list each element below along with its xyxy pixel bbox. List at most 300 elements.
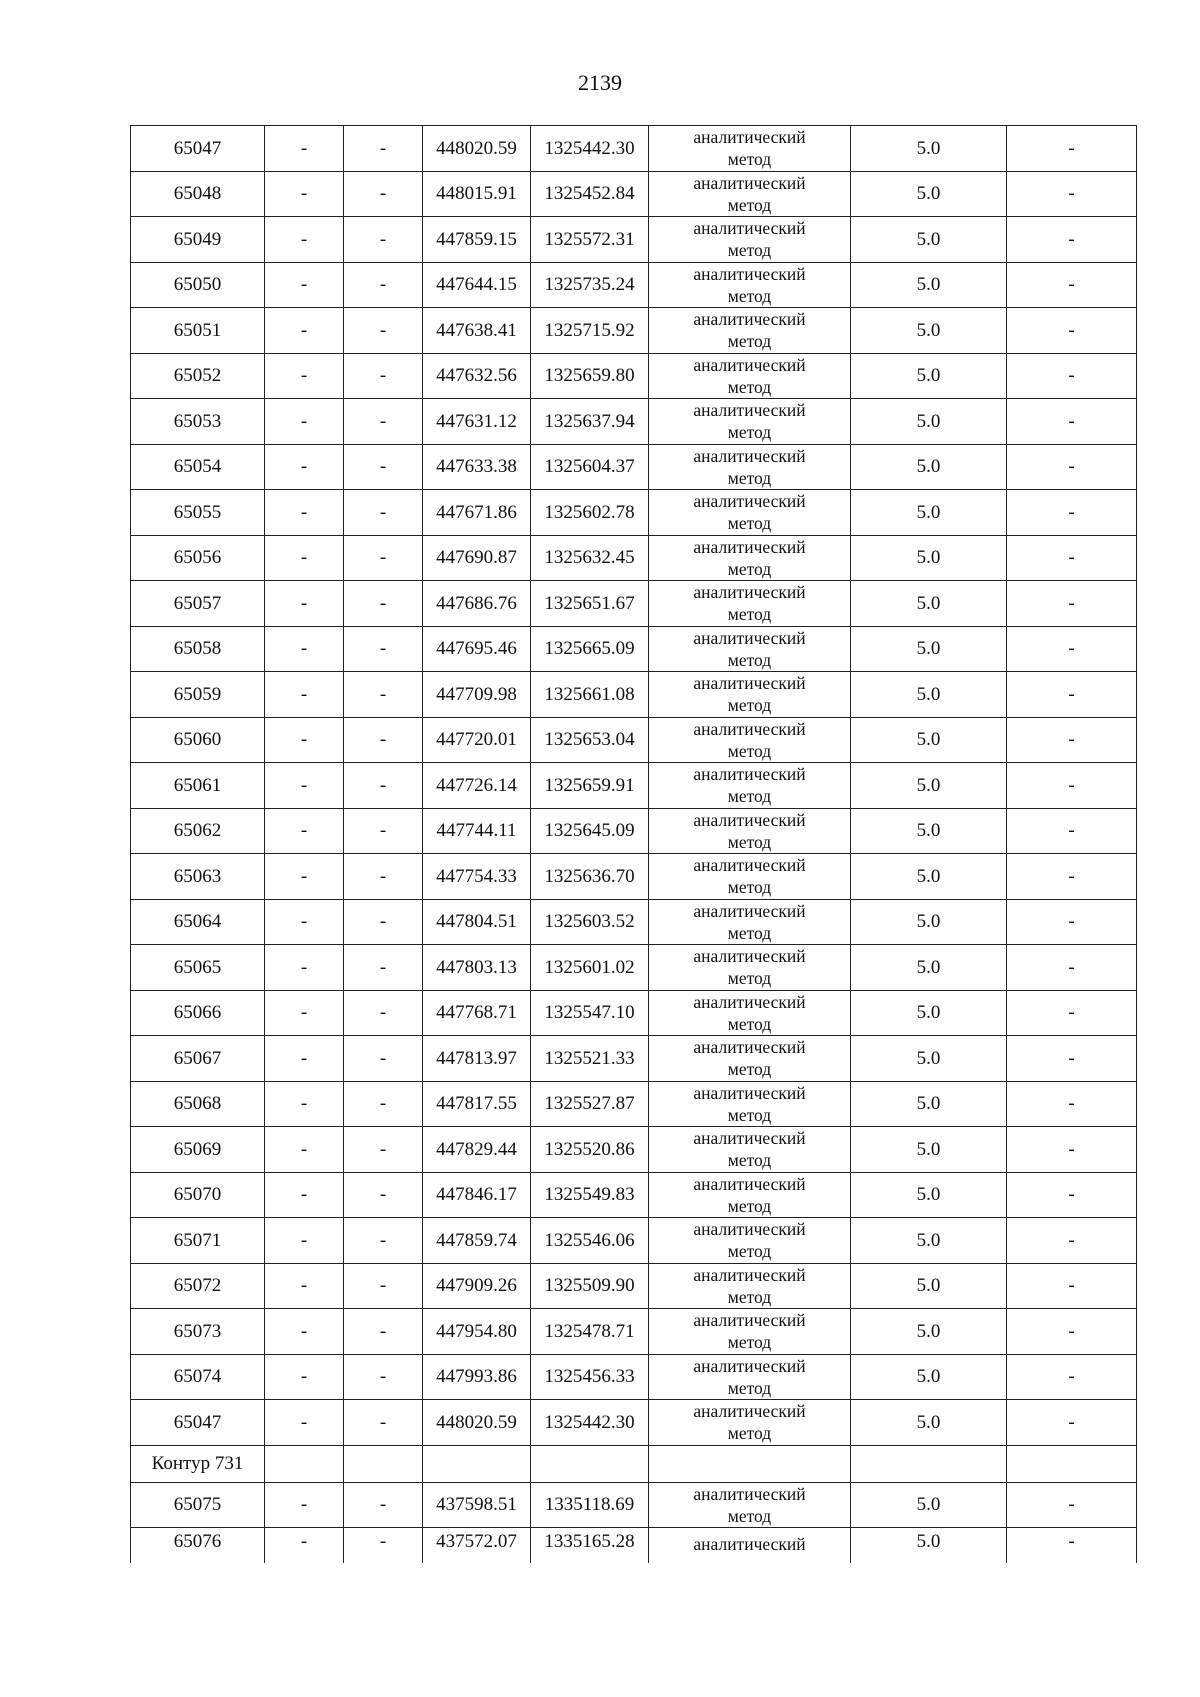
dash-cell: - (344, 1263, 423, 1309)
method-cell (649, 672, 851, 718)
note-cell: - (1007, 763, 1137, 809)
dash-cell: - (344, 217, 423, 263)
y-coordinate-cell: 1325637.94 (531, 399, 649, 445)
method-line-2: метод (727, 422, 772, 443)
note-cell: - (1007, 535, 1137, 581)
x-coordinate-cell: 447671.86 (423, 490, 531, 536)
point-id-cell: 65071 (131, 1218, 265, 1264)
note-cell: - (1007, 808, 1137, 854)
dash-cell: - (265, 1354, 344, 1400)
x-coordinate-cell: 447744.11 (423, 808, 531, 854)
method-cell (649, 1218, 851, 1264)
dash-cell: - (344, 581, 423, 627)
precision-cell: 5.0 (851, 1172, 1007, 1218)
method-cell (649, 717, 851, 763)
x-coordinate-cell: 447686.76 (423, 581, 531, 627)
dash-cell: - (344, 626, 423, 672)
point-id-cell: 65054 (131, 444, 265, 490)
table-row (131, 1309, 1137, 1355)
point-id-cell: 65064 (131, 899, 265, 945)
y-coordinate-cell: 1325572.31 (531, 217, 649, 263)
y-coordinate-cell: 1325665.09 (531, 626, 649, 672)
dash-cell: - (265, 399, 344, 445)
dash-cell: - (265, 353, 344, 399)
method-cell (649, 1482, 851, 1528)
note-cell: - (1007, 399, 1137, 445)
method-line-2: метод (727, 1104, 772, 1125)
table-row (131, 1528, 1137, 1564)
method-line-1: аналитический (693, 764, 806, 785)
x-coordinate-cell: 447726.14 (423, 763, 531, 809)
method-cell (649, 262, 851, 308)
note-cell: - (1007, 1309, 1137, 1355)
point-id-cell: 65058 (131, 626, 265, 672)
method-line-2: метод (727, 922, 772, 943)
dash-cell: - (344, 126, 423, 172)
method-cell (649, 490, 851, 536)
method-cell (649, 1081, 851, 1127)
table-row (131, 717, 1137, 763)
y-coordinate-cell: 1325715.92 (531, 308, 649, 354)
point-id-cell: 65065 (131, 945, 265, 991)
precision-cell: 5.0 (851, 626, 1007, 672)
y-coordinate-cell: 1325442.30 (531, 1400, 649, 1446)
dash-cell: - (265, 672, 344, 718)
table-cell (531, 1445, 649, 1482)
precision-cell: 5.0 (851, 945, 1007, 991)
point-id-cell: 65059 (131, 672, 265, 718)
table-row (131, 171, 1137, 217)
y-coordinate-cell: 1325601.02 (531, 945, 649, 991)
method-line-2: метод (727, 877, 772, 898)
method-line-1: аналитический (693, 263, 806, 284)
note-cell: - (1007, 945, 1137, 991)
method-line-1: аналитический (693, 127, 806, 148)
precision-cell: 5.0 (851, 1263, 1007, 1309)
y-coordinate-cell: 1325645.09 (531, 808, 649, 854)
x-coordinate-cell: 448020.59 (423, 1400, 531, 1446)
x-coordinate-cell: 447859.15 (423, 217, 531, 263)
method-line-2: метод (727, 194, 772, 215)
x-coordinate-cell: 447754.33 (423, 854, 531, 900)
dash-cell: - (344, 1482, 423, 1528)
table-row (131, 945, 1137, 991)
table-row (131, 1036, 1137, 1082)
method-line-1: аналитический (693, 1355, 806, 1376)
method-line-1: аналитический (693, 1483, 806, 1504)
note-cell: - (1007, 262, 1137, 308)
note-cell: - (1007, 1528, 1137, 1564)
method-line-1: аналитический (693, 218, 806, 239)
dash-cell: - (265, 1309, 344, 1355)
note-cell: - (1007, 854, 1137, 900)
x-coordinate-cell: 447644.15 (423, 262, 531, 308)
precision-cell: 5.0 (851, 581, 1007, 627)
y-coordinate-cell: 1335118.69 (531, 1482, 649, 1528)
dash-cell: - (344, 854, 423, 900)
method-line-1: аналитический (693, 718, 806, 739)
x-coordinate-cell: 447829.44 (423, 1127, 531, 1173)
precision-cell: 5.0 (851, 1400, 1007, 1446)
table-body-section (131, 1445, 1137, 1482)
table-cell (1007, 1445, 1137, 1482)
method-cell (649, 854, 851, 900)
precision-cell: 5.0 (851, 1354, 1007, 1400)
table-row (131, 1218, 1137, 1264)
x-coordinate-cell: 447638.41 (423, 308, 531, 354)
x-coordinate-cell: 447954.80 (423, 1309, 531, 1355)
method-line-1: аналитический (693, 1037, 806, 1058)
note-cell: - (1007, 171, 1137, 217)
method-cell (649, 945, 851, 991)
method-line-1: аналитический (693, 900, 806, 921)
method-line-1: аналитический (693, 491, 806, 512)
method-cell (649, 444, 851, 490)
method-line-2: метод (727, 240, 772, 261)
table-row (131, 990, 1137, 1036)
dash-cell: - (344, 444, 423, 490)
point-id-cell: 65055 (131, 490, 265, 536)
method-line-2: метод (727, 604, 772, 625)
x-coordinate-cell: 447720.01 (423, 717, 531, 763)
note-cell: - (1007, 217, 1137, 263)
note-cell: - (1007, 308, 1137, 354)
dash-cell: - (344, 1528, 423, 1564)
point-id-cell: 65073 (131, 1309, 265, 1355)
x-coordinate-cell: 447803.13 (423, 945, 531, 991)
method-line-2: метод (727, 558, 772, 579)
dash-cell: - (344, 1218, 423, 1264)
point-id-cell: 65056 (131, 535, 265, 581)
dash-cell: - (265, 262, 344, 308)
method-cell (649, 308, 851, 354)
table-row (131, 1172, 1137, 1218)
dash-cell: - (265, 1172, 344, 1218)
dash-cell: - (265, 1127, 344, 1173)
method-line-2: метод (727, 1059, 772, 1080)
dash-cell: - (265, 1263, 344, 1309)
dash-cell: - (265, 1528, 344, 1564)
note-cell: - (1007, 1400, 1137, 1446)
x-coordinate-cell: 437598.51 (423, 1482, 531, 1528)
dash-cell: - (344, 353, 423, 399)
x-coordinate-cell: 447633.38 (423, 444, 531, 490)
dash-cell: - (344, 1036, 423, 1082)
note-cell: - (1007, 1172, 1137, 1218)
method-line-1: аналитический (693, 1173, 806, 1194)
y-coordinate-cell: 1325661.08 (531, 672, 649, 718)
y-coordinate-cell: 1325632.45 (531, 535, 649, 581)
dash-cell: - (344, 262, 423, 308)
dash-cell: - (344, 1354, 423, 1400)
dash-cell: - (344, 1127, 423, 1173)
method-cell (649, 353, 851, 399)
method-line-1: аналитический (693, 354, 806, 375)
y-coordinate-cell: 1325509.90 (531, 1263, 649, 1309)
method-line-2: метод (727, 649, 772, 670)
table-row (131, 444, 1137, 490)
method-cell (649, 217, 851, 263)
method-line-2: метод (727, 1332, 772, 1353)
point-id-cell: 65067 (131, 1036, 265, 1082)
point-id-cell: 65049 (131, 217, 265, 263)
method-line-1: аналитический (693, 309, 806, 330)
precision-cell: 5.0 (851, 1309, 1007, 1355)
method-line-1: аналитический (693, 1219, 806, 1240)
precision-cell: 5.0 (851, 763, 1007, 809)
dash-cell: - (265, 899, 344, 945)
precision-cell: 5.0 (851, 535, 1007, 581)
table-row (131, 854, 1137, 900)
x-coordinate-cell: 447817.55 (423, 1081, 531, 1127)
dash-cell: - (344, 399, 423, 445)
dash-cell: - (265, 945, 344, 991)
y-coordinate-cell: 1325659.91 (531, 763, 649, 809)
method-line-2: метод (727, 285, 772, 306)
table-body-main (131, 126, 1137, 1446)
note-cell: - (1007, 672, 1137, 718)
method-cell (649, 399, 851, 445)
note-cell: - (1007, 1354, 1137, 1400)
table-row (131, 490, 1137, 536)
dash-cell: - (265, 717, 344, 763)
dash-cell: - (265, 1482, 344, 1528)
y-coordinate-cell: 1325521.33 (531, 1036, 649, 1082)
dash-cell: - (265, 808, 344, 854)
method-cell (649, 1528, 851, 1564)
x-coordinate-cell: 447909.26 (423, 1263, 531, 1309)
table-body-contour (131, 1482, 1137, 1563)
y-coordinate-cell: 1325549.83 (531, 1172, 649, 1218)
table-cell (423, 1445, 531, 1482)
method-line-1: аналитический (693, 855, 806, 876)
method-cell (649, 808, 851, 854)
dash-cell: - (265, 1081, 344, 1127)
point-id-cell: 65048 (131, 171, 265, 217)
point-id-cell: 65076 (131, 1528, 265, 1564)
note-cell: - (1007, 1218, 1137, 1264)
method-line-1: аналитический (693, 946, 806, 967)
method-line-2: метод (727, 376, 772, 397)
point-id-cell: 65052 (131, 353, 265, 399)
precision-cell: 5.0 (851, 808, 1007, 854)
method-cell (649, 581, 851, 627)
y-coordinate-cell: 1325602.78 (531, 490, 649, 536)
x-coordinate-cell: 448015.91 (423, 171, 531, 217)
precision-cell: 5.0 (851, 1528, 1007, 1564)
note-cell: - (1007, 1036, 1137, 1082)
dash-cell: - (265, 308, 344, 354)
precision-cell: 5.0 (851, 1081, 1007, 1127)
dash-cell: - (344, 717, 423, 763)
method-line-1: аналитический (693, 627, 806, 648)
note-cell: - (1007, 899, 1137, 945)
method-line-2: метод (727, 1423, 772, 1444)
table-row (131, 262, 1137, 308)
method-line-1: аналитический (693, 1264, 806, 1285)
method-cell (649, 1309, 851, 1355)
dash-cell: - (344, 990, 423, 1036)
method-cell (649, 899, 851, 945)
method-line-2: метод (727, 740, 772, 761)
dash-cell: - (344, 808, 423, 854)
point-id-cell: 65066 (131, 990, 265, 1036)
dash-cell: - (344, 1309, 423, 1355)
y-coordinate-cell: 1325651.67 (531, 581, 649, 627)
precision-cell: 5.0 (851, 1127, 1007, 1173)
x-coordinate-cell: 447813.97 (423, 1036, 531, 1082)
method-line-2: метод (727, 149, 772, 170)
x-coordinate-cell: 448020.59 (423, 126, 531, 172)
point-id-cell: 65050 (131, 262, 265, 308)
page-number: 2139 (578, 70, 622, 95)
y-coordinate-cell: 1325520.86 (531, 1127, 649, 1173)
y-coordinate-cell: 1335165.28 (531, 1528, 649, 1564)
table-row (131, 1354, 1137, 1400)
method-line-2: метод (727, 1241, 772, 1262)
method-line-2: метод (727, 831, 772, 852)
method-cell (649, 171, 851, 217)
y-coordinate-cell: 1325478.71 (531, 1309, 649, 1355)
table-row (131, 1400, 1137, 1446)
dash-cell: - (265, 490, 344, 536)
table-cell (649, 1445, 851, 1482)
note-cell: - (1007, 1081, 1137, 1127)
table-row (131, 899, 1137, 945)
dash-cell: - (265, 444, 344, 490)
dash-cell: - (344, 1081, 423, 1127)
method-line-2: метод (727, 1286, 772, 1307)
method-line-2: метод (727, 695, 772, 716)
y-coordinate-cell: 1325547.10 (531, 990, 649, 1036)
dash-cell: - (344, 1400, 423, 1446)
method-line-1: аналитический (693, 1310, 806, 1331)
y-coordinate-cell: 1325653.04 (531, 717, 649, 763)
precision-cell: 5.0 (851, 262, 1007, 308)
point-id-cell: 65074 (131, 1354, 265, 1400)
method-line-1: аналитический (693, 172, 806, 193)
table-row (131, 626, 1137, 672)
point-id-cell: 65068 (131, 1081, 265, 1127)
x-coordinate-cell: 447632.56 (423, 353, 531, 399)
table-cell (265, 1445, 344, 1482)
y-coordinate-cell: 1325735.24 (531, 262, 649, 308)
note-cell: - (1007, 490, 1137, 536)
precision-cell: 5.0 (851, 990, 1007, 1036)
point-id-cell: 65075 (131, 1482, 265, 1528)
y-coordinate-cell: 1325442.30 (531, 126, 649, 172)
point-id-cell: 65053 (131, 399, 265, 445)
note-cell: - (1007, 581, 1137, 627)
method-line-2: метод (727, 467, 772, 488)
precision-cell: 5.0 (851, 171, 1007, 217)
method-line-2: метод (727, 786, 772, 807)
point-id-cell: 65060 (131, 717, 265, 763)
dash-cell: - (344, 308, 423, 354)
section-label: Контур 731 (131, 1445, 265, 1482)
table-cell (851, 1445, 1007, 1482)
table-row (131, 1482, 1137, 1528)
method-cell (649, 1400, 851, 1446)
table-row (131, 353, 1137, 399)
precision-cell: 5.0 (851, 126, 1007, 172)
dash-cell: - (344, 899, 423, 945)
method-line-1: аналитический (693, 809, 806, 830)
dash-cell: - (265, 126, 344, 172)
table-row (131, 1263, 1137, 1309)
dash-cell: - (265, 854, 344, 900)
dash-cell: - (344, 945, 423, 991)
y-coordinate-cell: 1325456.33 (531, 1354, 649, 1400)
x-coordinate-cell: 447768.71 (423, 990, 531, 1036)
dash-cell: - (344, 490, 423, 536)
coordinates-table (130, 125, 1137, 1563)
dash-cell: - (344, 672, 423, 718)
method-cell (649, 535, 851, 581)
dash-cell: - (265, 626, 344, 672)
note-cell: - (1007, 1482, 1137, 1528)
x-coordinate-cell: 447859.74 (423, 1218, 531, 1264)
x-coordinate-cell: 447804.51 (423, 899, 531, 945)
dash-cell: - (265, 1400, 344, 1446)
table-row (131, 217, 1137, 263)
note-cell: - (1007, 626, 1137, 672)
x-coordinate-cell: 447631.12 (423, 399, 531, 445)
precision-cell: 5.0 (851, 217, 1007, 263)
method-line-1: аналитический (693, 1401, 806, 1422)
method-line-1: аналитический (693, 1534, 806, 1554)
point-id-cell: 65062 (131, 808, 265, 854)
precision-cell: 5.0 (851, 854, 1007, 900)
point-id-cell: 65051 (131, 308, 265, 354)
table-row (131, 308, 1137, 354)
note-cell: - (1007, 444, 1137, 490)
method-line-1: аналитический (693, 536, 806, 557)
method-line-1: аналитический (693, 582, 806, 603)
table-row (131, 672, 1137, 718)
method-line-1: аналитический (693, 1082, 806, 1103)
table-row (131, 808, 1137, 854)
x-coordinate-cell: 447993.86 (423, 1354, 531, 1400)
method-line-1: аналитический (693, 445, 806, 466)
y-coordinate-cell: 1325603.52 (531, 899, 649, 945)
precision-cell: 5.0 (851, 1036, 1007, 1082)
method-cell (649, 1172, 851, 1218)
method-cell (649, 1263, 851, 1309)
y-coordinate-cell: 1325604.37 (531, 444, 649, 490)
precision-cell: 5.0 (851, 308, 1007, 354)
precision-cell: 5.0 (851, 1482, 1007, 1528)
table-row (131, 535, 1137, 581)
point-id-cell: 65057 (131, 581, 265, 627)
point-id-cell: 65047 (131, 126, 265, 172)
dash-cell: - (265, 535, 344, 581)
x-coordinate-cell: 447846.17 (423, 1172, 531, 1218)
precision-cell: 5.0 (851, 899, 1007, 945)
table-row (131, 1127, 1137, 1173)
table-cell (344, 1445, 423, 1482)
precision-cell: 5.0 (851, 1218, 1007, 1264)
method-cell (649, 126, 851, 172)
method-line-2: метод (727, 1195, 772, 1216)
dash-cell: - (265, 581, 344, 627)
precision-cell: 5.0 (851, 672, 1007, 718)
dash-cell: - (265, 990, 344, 1036)
table-row (131, 1081, 1137, 1127)
method-line-1: аналитический (693, 673, 806, 694)
x-coordinate-cell: 437572.07 (423, 1528, 531, 1564)
dash-cell: - (344, 763, 423, 809)
